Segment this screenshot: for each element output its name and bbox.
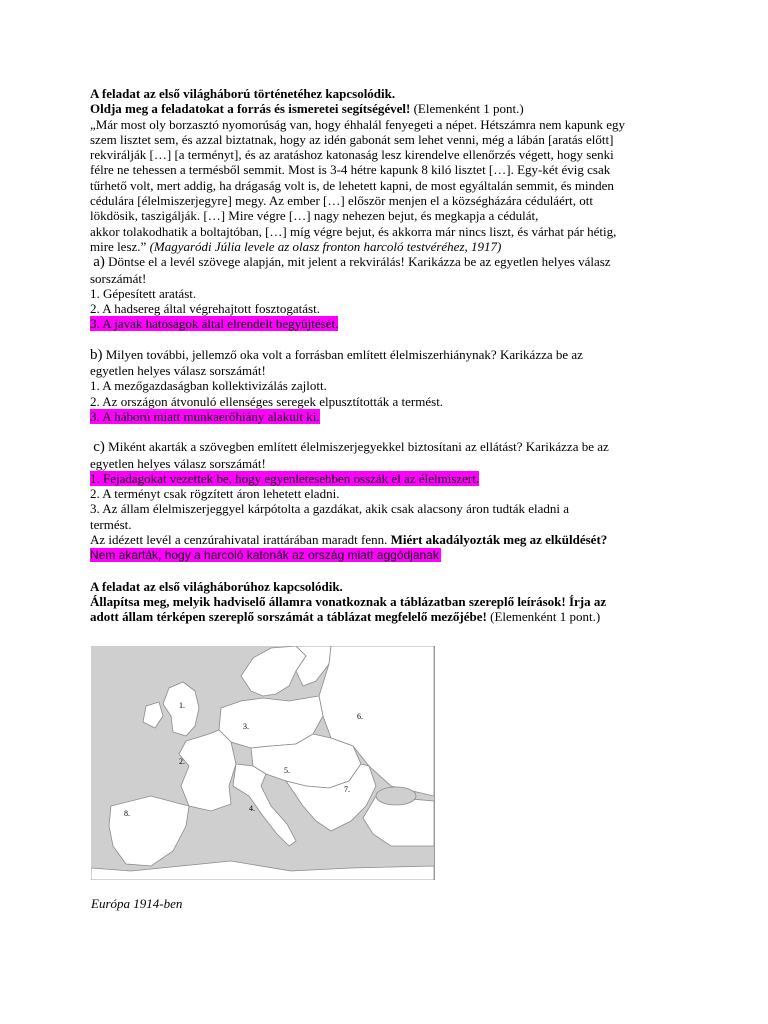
worksheet bbox=[90, 86, 690, 625]
source-line: „Már most oly borzasztó nyomorúság van, hogy éhhalál fenyegeti a népet. Hétszámra nem kapunk egy bbox=[90, 116, 625, 132]
map-number-2: 2. bbox=[179, 757, 185, 766]
section2-instruction-points: (Elemenként 1 pont.) bbox=[486, 609, 601, 625]
question-d-bold: Miért akadályozták meg az elküldését? bbox=[390, 532, 608, 548]
question-b bbox=[90, 347, 690, 363]
europe-map bbox=[91, 646, 435, 880]
question-b-label: b) bbox=[90, 346, 103, 363]
question-d bbox=[90, 532, 690, 547]
map-caption: Európa 1914-ben bbox=[91, 896, 183, 911]
question-a-option[interactable]: 1. Gépesített aratást. bbox=[90, 285, 197, 301]
section2-instruction: Állapítsa meg, melyik hadviselő államra vonatkoznak a táblázatban szereplő leírások! Írja az bbox=[90, 593, 607, 609]
section1-instruction bbox=[90, 101, 690, 116]
map-number-6: 6. bbox=[357, 712, 363, 721]
question-a-answer-highlighted[interactable]: 3. A javak hatóságok által elrendelt begyűjtését. bbox=[90, 316, 339, 332]
map-number-4: 4. bbox=[249, 804, 255, 813]
section1-title: A feladat az első világháború történetéhez kapcsolódik. bbox=[90, 86, 396, 101]
question-c-option-cont: termést. bbox=[90, 516, 132, 532]
section2-instruction-bold: adott állam térképen szereplő sorszámát a táblázat megfelelő mezőjébe! bbox=[90, 609, 487, 625]
source-line: lökdösik, taszigálják. […] Mire végre […] nagy nehezen bejut, és megkapja a cédulát, bbox=[90, 208, 539, 224]
question-a bbox=[90, 254, 690, 270]
source-line: cédulára [élelmiszerjegyre] megy. Az ember […] először menjen el a községházára céduláért, ott bbox=[90, 193, 594, 209]
question-a-option[interactable]: 2. A hadsereg által végrehajtott fosztogatást. bbox=[90, 301, 320, 317]
source-line: akkor tolakodhatik a boltajtóban, […] míg végre bejut, és akkorra már nincs liszt, és várhat pár hétig, bbox=[90, 223, 617, 239]
land-france bbox=[179, 730, 236, 811]
question-d-text: Az idézett levél a cenzúrahivatal irattárában maradt fenn. bbox=[90, 532, 391, 548]
map-number-7: 7. bbox=[344, 785, 350, 794]
question-c-text-cont: egyetlen helyes válasz sorszámát! bbox=[90, 455, 266, 471]
question-b-text-cont: egyetlen helyes válasz sorszámát! bbox=[90, 363, 266, 379]
question-c-answer-highlighted[interactable]: 1. Fejadagokat vezettek be, hogy egyenletesebben osszák el az élelmiszert. bbox=[90, 470, 480, 486]
instruction-points: (Elemenként 1 pont.) bbox=[410, 101, 524, 117]
question-c-label: c) bbox=[93, 439, 105, 456]
question-a-text-cont: sorszámát! bbox=[90, 270, 147, 286]
question-c bbox=[90, 439, 690, 455]
question-a-label: a) bbox=[93, 254, 105, 271]
map-number-8: 8. bbox=[124, 809, 130, 818]
section2-instruction-cont bbox=[90, 609, 690, 624]
source-last: mire lesz.” bbox=[90, 238, 147, 254]
question-b-option[interactable]: 1. A mezőgazdaságban kollektivizálás zajlott. bbox=[90, 378, 327, 394]
question-b-option[interactable]: 2. Az országon átvonuló ellenséges seregek elpusztították a termést. bbox=[90, 393, 444, 409]
question-b-text: Milyen további, jellemző oka volt a forrásban említett élelmiszerhiánynak? Karikázza be az bbox=[102, 346, 583, 362]
section2-title: A feladat az első világháborúhoz kapcsolódik. bbox=[90, 578, 343, 594]
question-b-answer-highlighted[interactable]: 3. A háború miatt munkaerőhiány alakult ki. bbox=[90, 408, 320, 424]
question-a-text: Döntse el a levél szövege alapján, mit jelent a rekvirálás! Karikázza be az egyetlen helyes válasz bbox=[104, 254, 611, 270]
question-c-text: Miként akarták a szövegben említett élelmiszerjegyekkel biztosítani az ellátást? Karikázza be az bbox=[104, 439, 609, 455]
question-c-option[interactable]: 3. Az állam élelmiszerjeggyel kárpótolta a gazdákat, akik csak alacsony áron tudták eladni a bbox=[90, 501, 570, 517]
source-last-line bbox=[90, 239, 690, 254]
map-number-3: 3. bbox=[243, 722, 249, 731]
map-number-5: 5. bbox=[284, 766, 290, 775]
question-d-answer-highlighted[interactable]: Nem akarták, hogy a harcoló katonák az ország miatt aggódjanak bbox=[90, 548, 439, 563]
europe-map-svg bbox=[91, 646, 434, 880]
question-c-option[interactable]: 2. A terményt csak rögzített áron lehetett eladni. bbox=[90, 486, 340, 502]
map-number-1: 1. bbox=[179, 701, 185, 710]
source-line: félre ne tehessen a termésből semmit. Most is 3-4 hétre kapunk 8 kiló lisztet […]. Egy-két évig csak bbox=[90, 162, 611, 178]
source-citation: (Magyaródi Júlia levele az olasz fronton harcoló testvéréhez, 1917) bbox=[146, 238, 502, 254]
source-line: tűrhető volt, mert addig, ha drágaság volt is, de lehetett kapni, de most egyáltalán semmit, és minden bbox=[90, 177, 614, 193]
instruction-bold: Oldja meg a feladatokat a forrás és ismeretei segítségével! bbox=[90, 101, 411, 117]
black-sea bbox=[376, 787, 416, 805]
source-line: szem lisztet sem, és azzal biztatnak, hogy az idén gabonát sem lehet venni, még a lábán [aratás előtt] bbox=[90, 131, 614, 147]
source-line: rekvirálják […] [a terményt], és az aratáshoz katonaság lesz kirendelve ellenőrzés végett, hogy senki bbox=[90, 147, 614, 163]
